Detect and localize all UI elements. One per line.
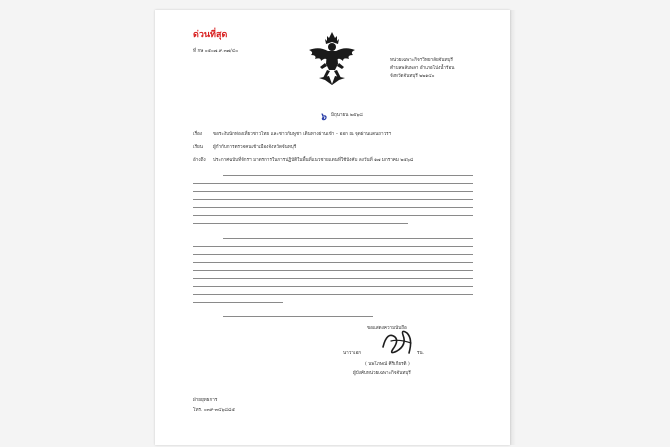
recipient-text: ผู้กำกับการตรวจคนเข้าเมืองจังหวัดจันทบุรี [213,145,297,150]
paragraph-line [223,238,473,239]
sender-address-line1: ตำบลพลับพลา อำเภอโป่งน้ำร้อน [390,66,455,71]
paragraph-line [193,191,473,192]
signature-icon [377,327,419,357]
paragraph-line [193,286,473,287]
subject-label: เรื่อง [193,132,203,137]
garuda-emblem-icon [305,30,359,86]
reference-text: ประกาศฉบับที่จักรฯ มาตรการในการปฏิบัติในพื้นที่แนวชายแดนที่ใช้บังคับ ลงวันที่ ๑๗ มกราคม ๒๕๖๘ [213,158,414,163]
reference-label: อ้างถึง [193,158,206,163]
signer-rank: นาวาเอก [343,351,361,356]
letter-date: มิถุนายน ๒๕๖๘ [331,113,363,118]
paragraph-line [223,175,473,176]
paragraph-line [193,246,473,247]
page-shadow [510,10,516,445]
paragraph-line [193,183,473,184]
department-label: ฝ่ายยุทธการ [193,398,218,403]
letter-page [155,10,510,445]
paragraph-line [193,207,473,208]
sender-address-line2: จังหวัดจันทบุรี ๒๒๑๔๐ [390,74,435,79]
signoff-text: ขอแสดงความนับถือ [367,326,407,331]
paragraph-line [193,270,473,271]
paragraph-line [193,278,473,279]
signer-name: ( นพโภษณ์ ศิริเกียรติ ) [365,362,410,367]
phone-number: โทร. ๐๓๙-๓๔๖๘๘๕ [193,408,235,413]
signer-rank-suffix: รน. [417,351,425,356]
paragraph-line [193,254,473,255]
urgency-label: ด่วนที่สุด [193,30,228,40]
salutation-label: เรียน [193,145,203,150]
reference-number: ที่ กษ ๐๕๐๗.๙.๓๗/๔๐ [193,49,239,54]
paragraph-line [193,262,473,263]
handwritten-date: ๖ [320,112,327,123]
signer-title: ผู้บังคับหน่วยเฉพาะกิจจันทบุรี [353,371,411,376]
paragraph-line [193,294,473,295]
sender-organization: หน่วยเฉพาะกิจฯวิทยาลัยจันทบุรี [390,58,453,63]
paragraph-line [193,223,408,224]
paragraph-line [193,199,473,200]
subject-text: ขอระงับนักท่องเที่ยวชาวไทย และชาวกัมพูชา เดินทางผ่านเข้า – ออก ณ จุดผ่านแดนถาวรฯ [213,132,392,137]
paragraph-line [193,302,283,303]
paragraph-line [223,316,373,317]
paragraph-line [193,215,473,216]
